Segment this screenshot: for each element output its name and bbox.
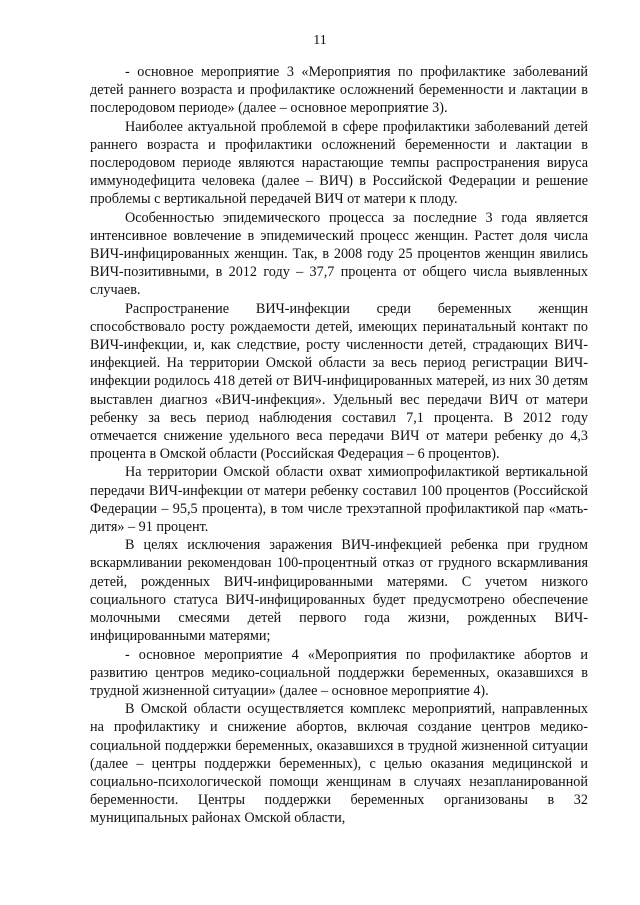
document-body bbox=[90, 63, 588, 828]
paragraph-hiv-problem: Наиболее актуальной проблемой в сфере профилактики заболеваний детей раннего возраста и профилактики осложнений беременности и лактации в послеродовом периоде являются нарастающие темпы распространения вируса иммунодефицита человека (далее – ВИЧ) в Российской Федерации и решение проблемы с вертикальной передачей ВИЧ от матери к плоду. bbox=[90, 118, 588, 208]
page-number: 11 bbox=[313, 33, 327, 48]
paragraph-breastfeeding: В целях исключения заражения ВИЧ-инфекцией ребенка при грудном вскармливании рекомендован 100-процентный отказ от грудного вскармливания детей, рожденных ВИЧ-инфицированными матерями. С учетом низкого социального статуса ВИЧ-инфицированных будет предусмотрено обеспечение молочными смесями детей первого года жизни, рожденных ВИЧ-инфицированными матерями; bbox=[90, 537, 588, 645]
paragraph-hiv-spread: Распространение ВИЧ-инфекции среди беременных женщин способствовало росту рождаемости детей, имеющих перинатальный контакт по ВИЧ-инфекции, и, как следствие, росту численности детей, страдающих ВИЧ-инфекцией. На территории Омской области за весь период регистрации ВИЧ-инфекции родилось 418 детей от ВИЧ-инфицированных матерей, из них 30 детям выставлен диагноз «ВИЧ-инфекция». Удельный вес передачи ВИЧ от матери ребенку за весь период наблюдения составил 7,1 процента. В 2012 году отмечается снижение удельного веса передачи ВИЧ от матери ребенку до 4,3 процента в Омской области (Российская Федерация – 6 процентов). bbox=[90, 300, 588, 463]
paragraph-measure-3: - основное мероприятие 3 «Мероприятия по профилактике заболеваний детей раннего возраста и профилактике осложнений беременности и лактации в послеродовом периоде» (далее – основное мероприятие 3). bbox=[90, 64, 588, 117]
paragraph-chemoprophylaxis: На территории Омской области охват химиопрофилактикой вертикальной передачи ВИЧ-инфекции от матери ребенку составил 100 процентов (Российской Федерации – 95,5 процента), в том числе трехэтапной профилактикой пар «мать-дитя» – 91 процент. bbox=[90, 464, 588, 536]
paragraph-measure-4: - основное мероприятие 4 «Мероприятия по профилактике абортов и развитию центров медико-социальной поддержки беременных, оказавшихся в трудной жизненной ситуации» (далее – основное мероприятие 4). bbox=[90, 646, 588, 699]
paragraph-support-centers: В Омской области осуществляется комплекс мероприятий, направленных на профилактику и снижение абортов, включая создание центров медико-социальной поддержки беременных, оказавшихся в трудной жизненной ситуации (далее – центры поддержки беременных), с целью оказания медицинской и социально-психологической помощи женщинам в случаях незапланированной беременности. Центры поддержки беременных организованы в 32 муниципальных районах Омской области, bbox=[90, 701, 588, 827]
paragraph-epidemic-process: Особенностью эпидемического процесса за последние 3 года является интенсивное вовлечение в эпидемический процесс женщин. Растет доля числа ВИЧ-инфицированных женщин. Так, в 2008 году 25 процентов женщин явились ВИЧ-позитивными, в 2012 году – 37,7 процента от общего числа выявленных случаев. bbox=[90, 209, 588, 299]
